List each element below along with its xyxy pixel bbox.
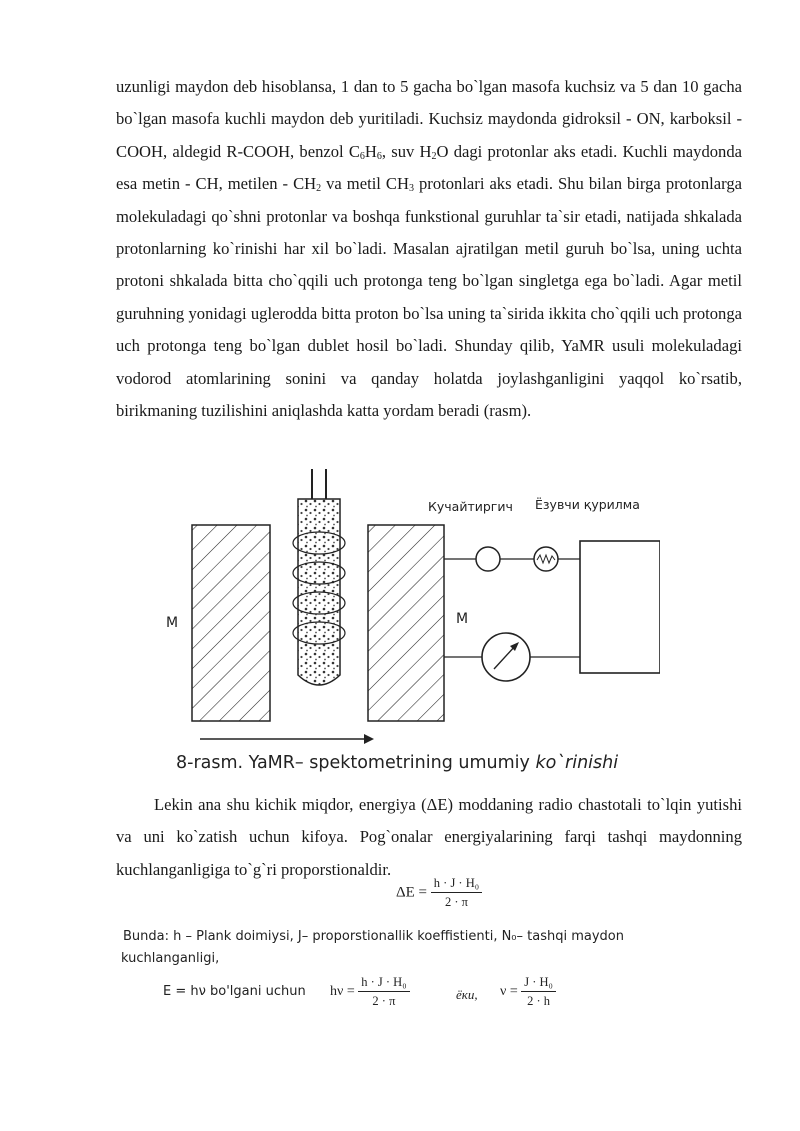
formula-denominator: 2 · π [372,994,396,1008]
legend-line: Bunda: h – Plank doimiysi, J– proporstionallik koeffistienti, N₀– tashqi maydon [123,929,624,944]
subscript: 6 [376,150,382,162]
paragraph-text: , suv H [381,141,432,161]
magnet-right-label: M [456,611,469,627]
amplifier-symbol [476,547,500,571]
field-direction-arrow [200,734,374,744]
formula-lhs: hν = [330,984,355,1000]
paragraph-text: va metil CH [321,174,409,194]
paragraph-text: protonlari aks etadi. Shu bilan birga protonlarga molekuladagi qo`shni protonlar va boshqa funkstional guruhlar ta`sir etadi, natijada shkalada protonlarning ko`rinishi har xil bo`ladi. Masalan ajratilgan metil guruh bo`lsa, uning uchta protoni shkalada bitta cho`qqili uch protonga teng bo`lgan singletga ega bo`ladi. Agar metil guruhning yonidagi uglerodda bitta proton bo`lsa uning ta`sirida ikkita cho`qqili uch protonga uch protonga teng bo`lgan dublet hosil bo`ladi. Shunday qilib, YaMR usuli molekuladagi vodorod atomlarining sonini va qanday holatda joylashganligini yaqqol ko`rsatib, birikmaning tuzilishini aniqlashda katta yordam beradi (rasm). [116,174,743,421]
formula-delta-e [396,876,482,910]
formula-nu [500,975,556,1009]
subscript: 2 [316,183,322,195]
formula-numerator: h · J · H₀ [431,876,482,893]
legend-line: kuchlanganligi, [121,951,220,966]
paragraph-energy: Lekin ana shu kichik miqdor, energiya (ΔE) moddaning radio chastotali to`lqin yutishi va uni ko`zatish uchun kifoya. Pog`onalar energiyalarining farqi tashqi maydonning kuchlanganligiga to`g`ri proporstionaldir. [116,795,742,879]
formula-lhs: ν = [500,984,518,1000]
paragraph-text: uzunligi maydon deb hisoblansa, 1 dan to 5 gacha bo`lgan masofa kuchsiz va 5 dan 10 gacha bo`lgan masofa kuchli maydon deb yuritiladi. Kuchsiz maydonda gidroksil - ON, karboksil - COOH, aldegid R-COOH, benzol C [116,77,742,161]
formula-lhs: ΔE = [396,884,428,901]
magnet-right [368,525,444,721]
caption-text: 8-rasm. YaMR– spektometrining umumiy [176,753,536,773]
energy-relation-text: E = hν bo'lgani uchun [163,984,306,999]
magnet-left [192,525,270,721]
recorder-label: Ёзувчи қурилма [535,497,640,512]
caption-italic-text: ko`rinishi [535,753,619,773]
formula-denominator: 2 · π [444,895,468,909]
figure-caption [176,753,618,773]
amplifier-label: Кучайтиргич [428,499,513,514]
paragraph-text: H [364,141,377,161]
meter-symbol [482,633,530,681]
nmr-spectrometer-diagram [160,463,660,753]
subscript: 3 [408,183,414,195]
formula-h-nu [330,975,410,1009]
sample-tube [293,469,345,685]
formula-fraction [521,975,556,1009]
subscript: 2 [431,150,437,162]
formula-denominator: 2 · h [527,994,551,1008]
formula-fraction [431,876,482,910]
subscript: 6 [359,150,365,162]
formula-connector: ёки, [456,987,478,1002]
formula-fraction [358,975,409,1009]
recorder-device-box [580,541,660,673]
magnet-left-label: M [166,615,179,631]
formula-legend [123,926,743,970]
formula-numerator: J · H₀ [521,975,556,992]
paragraph-text: O dagi protonlar aks etadi. Kuchli maydonda esa metin - CH, metilen - CH [116,141,742,194]
paragraph-nmr-fields [116,71,742,427]
formula-numerator: h · J · H₀ [358,975,409,992]
